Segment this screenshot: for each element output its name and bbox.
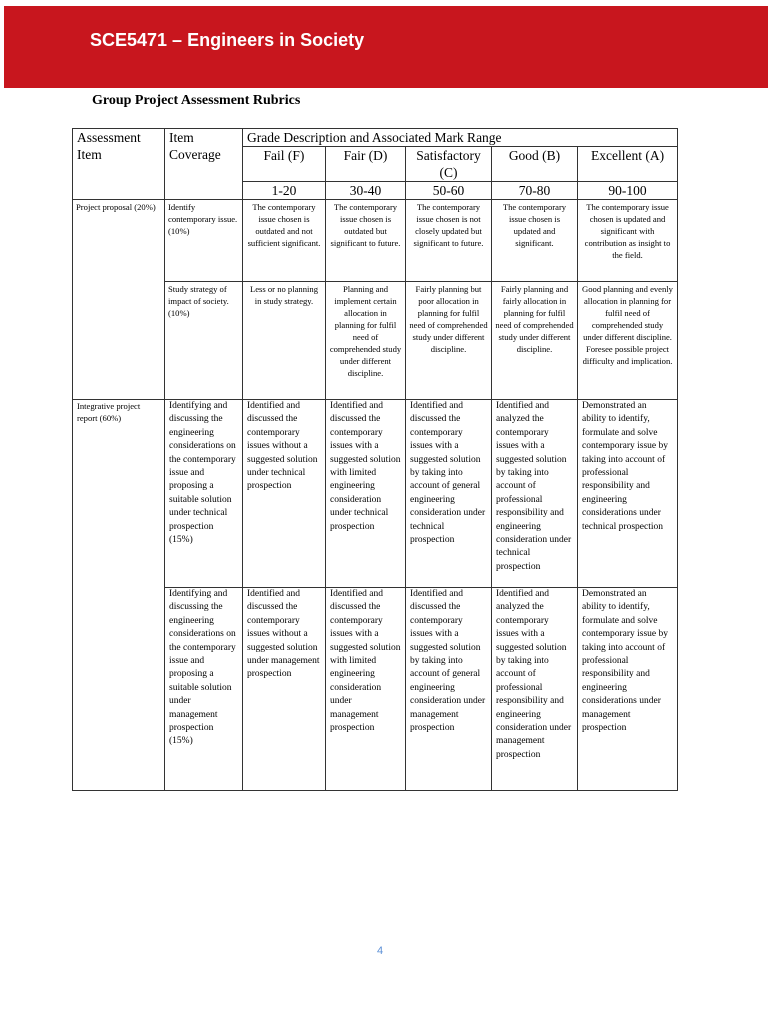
rubric-cell: The contemporary issue chosen is outdated but significant to future.: [326, 200, 406, 282]
rubric-cell: The contemporary issue chosen is not closely updated but significant to future.: [406, 200, 492, 282]
rubric-cell: Demonstrated an ability to identify, formulate and solve contemporary issue by taking into account of professional responsibility and engineering considerations under technical prospection: [578, 400, 678, 588]
rubric-cell: Fairly planning but poor allocation in planning for fulfil need of comprehended study under different discipline.: [406, 282, 492, 400]
rubric-cell: Fairly planning and fairly allocation in planning for fulfil need of comprehended study under different discipline.: [492, 282, 578, 400]
item-coverage: Identifying and discussing the engineering considerations on the contemporary issue and proposing a suitable solution under management prospection (15%): [165, 588, 243, 791]
grade-fair: Fair (D): [326, 147, 406, 182]
grade-good: Good (B): [492, 147, 578, 182]
rubric-table: [72, 128, 678, 791]
rubric-cell: Identified and analyzed the contemporary issues with a suggested solution by taking into account of professional responsibility and engineering consideration under technical prospection: [492, 400, 578, 588]
header-item-coverage: Item Coverage: [165, 129, 243, 200]
item-coverage: Study strategy of impact of society. (10%): [165, 282, 243, 400]
rubric-cell: The contemporary issue chosen is updated and significant.: [492, 200, 578, 282]
rubric-cell: The contemporary issue chosen is outdated and not sufficient significant.: [243, 200, 326, 282]
section-heading: Group Project Assessment Rubrics: [92, 93, 301, 108]
rubric-cell: Planning and implement certain allocation in planning for fulfil need of comprehended study under different discipline.: [326, 282, 406, 400]
item-coverage: Identifying and discussing the engineering considerations on the contemporary issue and proposing a suitable solution under technical prospection (15%): [165, 400, 243, 588]
rubric-cell: Less or no planning in study strategy.: [243, 282, 326, 400]
rubric-cell: Good planning and evenly allocation in planning for fulfil need of comprehended study under different discipline. Foresee possible project difficulty and implication.: [578, 282, 678, 400]
header-assessment-item: Assessment Item: [73, 129, 165, 200]
rubric-cell: Identified and discussed the contemporary issues without a suggested solution under technical prospection: [243, 400, 326, 588]
rubric-cell: Identified and discussed the contemporary issues with a suggested solution by taking into account of general engineering consideration under technical prospection: [406, 400, 492, 588]
rubric-cell: Identified and discussed the contemporary issues with a suggested solution by taking into account of general engineering consideration under management prospection: [406, 588, 492, 791]
range-excellent: 90-100: [578, 182, 678, 200]
range-good: 70-80: [492, 182, 578, 200]
assessment-item: Project proposal (20%): [73, 200, 165, 400]
range-fail: 1-20: [243, 182, 326, 200]
rubric-cell: The contemporary issue chosen is updated and significant with contribution as insight to the field.: [578, 200, 678, 282]
assessment-item: Integrative project report (60%): [73, 400, 165, 791]
grade-excellent: Excellent (A): [578, 147, 678, 182]
rubric-cell: Identified and analyzed the contemporary issues with a suggested solution by taking into account of professional responsibility and engineering consideration under management prospection: [492, 588, 578, 791]
document-title: SCE5471 – Engineers in Society: [90, 30, 365, 50]
rubric-cell: Identified and discussed the contemporary issues without a suggested solution under management prospection: [243, 588, 326, 791]
rubric-cell: Demonstrated an ability to identify, formulate and solve contemporary issue by taking into account of professional responsibility and engineering considerations under management prospection: [578, 588, 678, 791]
item-coverage: Identify contemporary issue. (10%): [165, 200, 243, 282]
header-band: [4, 6, 768, 88]
table-row: [73, 400, 678, 588]
range-satisfactory: 50-60: [406, 182, 492, 200]
grade-fail: Fail (F): [243, 147, 326, 182]
page-number: 4: [377, 945, 384, 957]
table-row: [73, 200, 678, 282]
header-grade-description: Grade Description and Associated Mark Range: [243, 129, 678, 147]
rubric-cell: Identified and discussed the contemporary issues with a suggested solution with limited engineering consideration under technical prospection: [326, 400, 406, 588]
table-header-row: [73, 129, 678, 147]
grade-satisfactory: Satisfactory (C): [406, 147, 492, 182]
range-fair: 30-40: [326, 182, 406, 200]
rubric-cell: Identified and discussed the contemporary issues with a suggested solution with limited engineering consideration under management prospection: [326, 588, 406, 791]
